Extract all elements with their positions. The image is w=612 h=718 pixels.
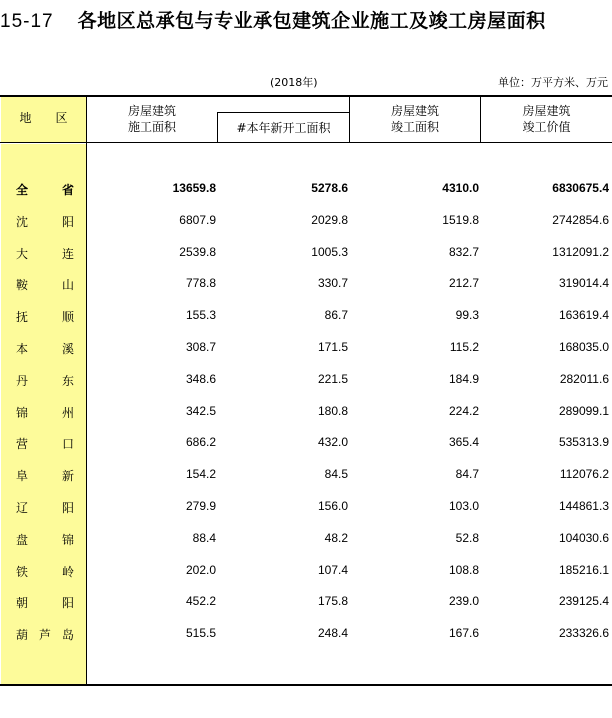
region-char: 连 — [61, 246, 74, 261]
cell-value: 6830675.4 — [552, 181, 609, 195]
cell-completed: 4310.0 — [442, 181, 479, 195]
cell-new-started: 5278.6 — [311, 181, 348, 195]
cell-value: 233326.6 — [558, 626, 609, 641]
cell-construction: 2539.8 — [179, 244, 216, 259]
region-char: 锦 — [61, 532, 74, 547]
cell-construction: 452.2 — [185, 594, 216, 609]
region-char: 省 — [61, 183, 74, 197]
cell-completed: 224.2 — [448, 403, 479, 418]
region-name — [16, 404, 74, 421]
table-row — [0, 555, 612, 587]
cell-value: 104030.6 — [558, 530, 609, 545]
region-char: 阳 — [61, 501, 74, 515]
header-new-started: #本年新开工面积 — [236, 121, 331, 135]
cell-completed: 167.6 — [448, 626, 479, 641]
table-row — [0, 586, 612, 618]
table-row — [0, 300, 612, 332]
region-char: 沈 — [16, 214, 29, 229]
region-name — [16, 531, 74, 548]
region-name — [16, 308, 74, 325]
region-name — [16, 372, 74, 389]
region-char: 朝 — [16, 596, 29, 611]
cell-value: 2742854.6 — [552, 212, 609, 227]
cell-construction: 202.0 — [185, 562, 216, 577]
page-title — [0, 6, 612, 32]
cell-new-started: 107.4 — [317, 562, 348, 577]
data-table — [0, 95, 612, 686]
region-name — [16, 435, 74, 452]
table-title: 各地区总承包与专业承包建筑企业施工及竣工房屋面积 — [77, 10, 546, 32]
cell-construction: 778.8 — [185, 276, 216, 291]
year-label: (2018年) — [270, 76, 318, 89]
region-char: 抚 — [16, 310, 29, 325]
cell-new-started: 84.5 — [324, 467, 348, 482]
cell-value: 112076.2 — [559, 467, 609, 482]
cell-new-started: 221.5 — [317, 371, 348, 386]
region-char: 山 — [61, 278, 74, 293]
cell-completed: 52.8 — [455, 530, 479, 545]
region-char: 丹 — [16, 373, 29, 388]
cell-new-started: 180.8 — [317, 403, 348, 418]
header-value-line1: 房屋建筑 — [522, 104, 571, 118]
cell-completed: 115.2 — [449, 340, 479, 354]
table-row — [0, 618, 612, 650]
cell-completed: 239.0 — [448, 594, 479, 609]
cell-construction: 348.6 — [185, 371, 216, 386]
bottom-rule — [0, 684, 612, 686]
region-char: 口 — [61, 437, 74, 452]
region-name — [16, 213, 74, 230]
header-region: 地 区 — [19, 111, 68, 125]
table-row — [0, 205, 612, 237]
region-char: 溪 — [61, 342, 74, 356]
cell-new-started: 86.7 — [324, 308, 348, 323]
table-row — [0, 364, 612, 396]
region-name — [16, 245, 74, 262]
cell-construction: 6807.9 — [179, 212, 216, 227]
region-char: 阳 — [61, 214, 74, 229]
cell-value: 168035.0 — [558, 340, 609, 354]
region-char: 锦 — [16, 405, 29, 420]
header-bottom-rule — [0, 142, 612, 143]
cell-construction: 155.3 — [185, 308, 216, 323]
cell-completed: 99.3 — [455, 308, 479, 323]
region-char: 铁 — [16, 564, 29, 579]
header-completed-line1: 房屋建筑 — [390, 104, 439, 118]
cell-construction: 13659.8 — [172, 181, 216, 195]
region-char: 阜 — [16, 469, 29, 484]
region-char: 本 — [16, 342, 29, 356]
region-name — [16, 340, 74, 357]
table-row — [0, 491, 612, 523]
cell-value: 185216.1 — [558, 562, 609, 577]
total-row — [0, 173, 612, 205]
cell-construction: 686.2 — [185, 435, 216, 450]
cell-completed: 108.8 — [448, 562, 479, 577]
cell-value: 289099.1 — [558, 403, 609, 418]
header-construction-line1: 房屋建筑 — [127, 104, 176, 118]
region-name — [16, 181, 74, 198]
cell-completed: 1519.8 — [442, 212, 479, 227]
region-char: 盘 — [16, 532, 29, 547]
cell-completed: 212.7 — [448, 276, 479, 291]
region-char: 葫 — [16, 628, 29, 643]
table-row — [0, 237, 612, 269]
cell-value: 1312091.2 — [552, 244, 609, 259]
table-row — [0, 427, 612, 459]
region-name — [16, 594, 74, 611]
table-row — [0, 268, 612, 300]
cell-completed: 84.7 — [455, 467, 479, 482]
region-name — [16, 467, 74, 484]
region-name — [16, 276, 74, 293]
header-completed-line2: 竣工面积 — [390, 120, 439, 134]
cell-construction: 88.4 — [192, 530, 216, 545]
region-char: 岭 — [61, 564, 74, 579]
top-rule — [0, 95, 612, 97]
region-char: 大 — [16, 246, 29, 261]
cell-value: 239125.4 — [558, 594, 609, 609]
region-char: 新 — [61, 469, 74, 484]
region-char: 全 — [16, 183, 29, 197]
cell-completed: 103.0 — [448, 499, 479, 513]
cell-new-started: 248.4 — [317, 626, 348, 641]
region-char: 岛 — [61, 628, 74, 643]
header-construction-area — [87, 103, 217, 135]
region-char: 顺 — [61, 310, 74, 325]
cell-completed: 832.7 — [448, 244, 479, 259]
header-completed-value — [481, 103, 612, 135]
cell-value: 319014.4 — [558, 276, 609, 291]
region-char: 芦 — [38, 628, 51, 643]
cell-construction: 308.7 — [185, 340, 216, 354]
cell-new-started: 432.0 — [317, 435, 348, 450]
cell-construction: 279.9 — [185, 499, 216, 513]
cell-completed: 184.9 — [448, 371, 479, 386]
cell-value: 535313.9 — [558, 435, 609, 450]
cell-new-started: 330.7 — [317, 276, 348, 291]
cell-new-started: 175.8 — [317, 594, 348, 609]
cell-value: 163619.4 — [558, 308, 609, 323]
table-row — [0, 396, 612, 428]
cell-new-started: 171.5 — [317, 340, 348, 354]
table-row — [0, 523, 612, 555]
cell-new-started: 2029.8 — [311, 212, 348, 227]
region-char: 东 — [61, 373, 74, 388]
region-char: 阳 — [61, 596, 74, 611]
header-completed-area — [350, 103, 480, 135]
cell-construction: 515.5 — [185, 626, 216, 641]
header-construction-line2: 施工面积 — [127, 120, 176, 134]
region-char: 辽 — [16, 501, 29, 515]
table-row — [0, 332, 612, 364]
region-char: 营 — [16, 437, 29, 452]
cell-value: 282011.6 — [559, 371, 609, 386]
unit-label: 单位：万平方米、万元 — [498, 76, 608, 89]
region-name — [16, 499, 74, 516]
cell-completed: 365.4 — [448, 435, 479, 450]
cell-construction: 342.5 — [185, 403, 216, 418]
header-value-line2: 竣工价值 — [522, 120, 571, 134]
subheader-rule — [217, 112, 349, 113]
cell-value: 144861.3 — [558, 499, 609, 513]
cell-new-started: 1005.3 — [311, 244, 348, 259]
table-row — [0, 459, 612, 491]
region-char: 州 — [61, 405, 74, 420]
cell-new-started: 156.0 — [317, 499, 348, 513]
table-number: 15-17 — [0, 11, 54, 32]
region-name — [16, 563, 74, 580]
region-char: 鞍 — [16, 278, 29, 293]
region-name — [16, 626, 74, 643]
cell-new-started: 48.2 — [324, 530, 348, 545]
cell-construction: 154.2 — [185, 467, 216, 482]
